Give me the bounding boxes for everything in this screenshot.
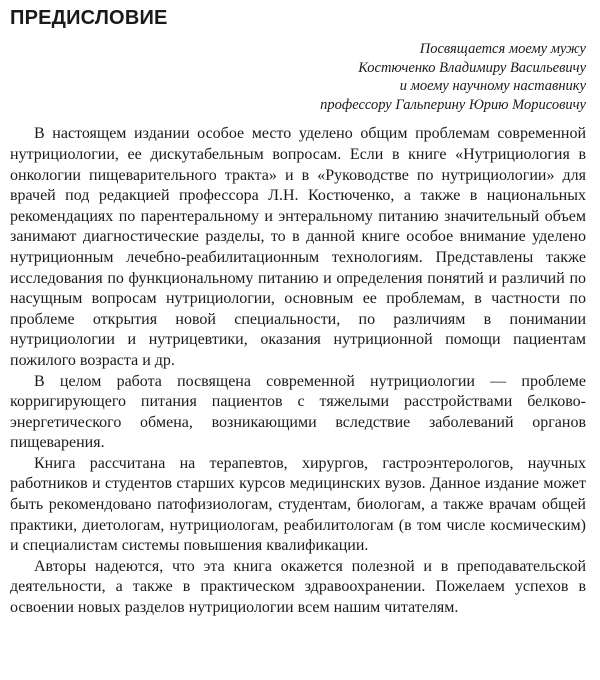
dedication-line: профессору Гальперину Юрию Морисовичу: [320, 96, 586, 113]
body-text: [10, 124, 586, 618]
page-title: ПРЕДИСЛОВИЕ: [10, 7, 168, 29]
dedication-line: Костюченко Владимиру Васильевичу: [358, 59, 586, 76]
paragraph: Книга рассчитана на терапевтов, хирургов, гастроэнтерологов, научных работников и студентов старших курсов медицинских вузов. Данное издание может быть рекомендовано патофизиологам, студентам, биологам, а также врачам общей практики, диетологам, нутрициологам, реабилитологам (в том числе космическим) и специалистам системы повышения квалификации.: [10, 454, 586, 555]
paragraph: В целом работа посвящена современной нутрициологии — проблеме корригирующего питания пациентов с тяжелыми расстройствами белково-энергетического обмена, возникающими вследствие заболеваний органов пищеварения.: [10, 372, 586, 452]
dedication: [10, 40, 586, 114]
paragraph: В настоящем издании особое место уделено общим проблемам современной нутрициологии, ее дискутабельным вопросам. Если в книге «Нутрициология в онкологии пищеварительного тракта» и в «Руководстве по нутрициологии» для врачей под редакцией профессора Л.Н. Костюченко, а также в национальных рекомендациях по парентеральному и энтеральному питанию значительный объем занимают диагностические разделы, то в данной книге особое внимание уделено нутриционным лечебно-реабилитационным технологиям. Представлены также исследования по функциональному питанию и определения понятий и различий по насущным вопросам нутрициологии, основным ее проблемам, в частности по проблеме открытия новой специальности, по различиям в понимании нутрициологии и нутрицевтики, оказания нутриционной помощи пациентам пожилого возраста и др.: [10, 125, 586, 369]
dedication-line: и моему научному наставнику: [399, 78, 586, 95]
page: [10, 6, 586, 619]
dedication-line: Посвящается моему мужу: [419, 41, 586, 57]
paragraph: Авторы надеются, что эта книга окажется полезной и в преподавательской деятельности, а также в практическом здравоохранении. Пожелаем успехов в освоении новых разделов нутрициологии всем нашим читателям.: [10, 557, 586, 617]
